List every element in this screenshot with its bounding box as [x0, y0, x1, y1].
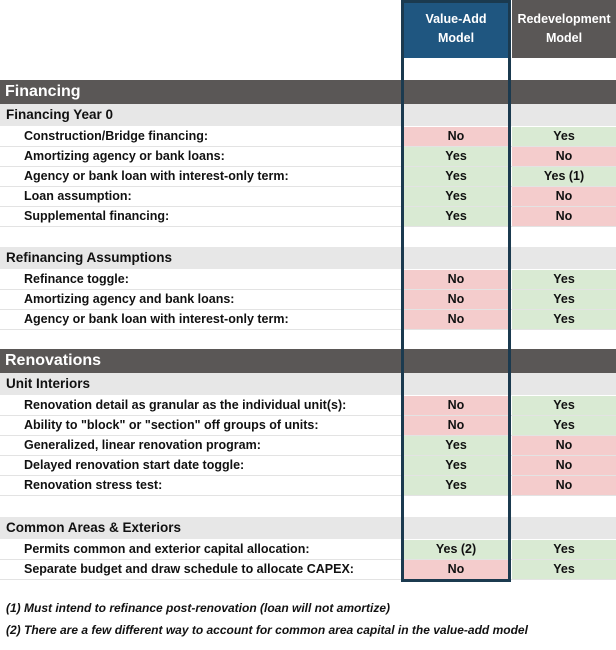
section-header-financing: Financing — [0, 80, 616, 104]
redevelopment-cell: Yes — [512, 560, 616, 579]
redevelopment-cell: No — [512, 456, 616, 475]
row-label: Permits common and exterior capital allocation: — [24, 542, 310, 556]
redevelopment-cell: Yes — [512, 127, 616, 146]
value-add-cell: Yes — [404, 456, 508, 475]
redevelopment-cell: Yes — [512, 396, 616, 415]
table-row — [0, 207, 616, 227]
value-add-cell: No — [404, 290, 508, 309]
table-row — [0, 127, 616, 147]
redevelopment-cell: No — [512, 147, 616, 166]
row-label: Supplemental financing: — [24, 209, 170, 223]
footnote-1: (1) Must intend to refinance post-renovation (loan will not amortize) — [6, 601, 391, 615]
value-add-cell: Yes — [404, 147, 508, 166]
value-add-cell: Yes — [404, 476, 508, 495]
row-label: Delayed renovation start date toggle: — [24, 458, 245, 472]
value-add-cell: Yes (2) — [404, 540, 508, 559]
table-row — [0, 456, 616, 476]
table-row — [0, 310, 616, 330]
row-label: Renovation stress test: — [24, 478, 163, 492]
group-header-refinancing-assumptions: Refinancing Assumptions — [0, 247, 616, 269]
row-label: Renovation detail as granular as the individual unit(s): — [24, 398, 347, 412]
value-add-cell: No — [404, 560, 508, 579]
redevelopment-cell: No — [512, 207, 616, 226]
row-label: Amortizing agency or bank loans: — [24, 149, 225, 163]
row-label: Generalized, linear renovation program: — [24, 438, 261, 452]
table-row — [0, 290, 616, 310]
table-row — [0, 167, 616, 187]
table-row — [0, 147, 616, 167]
row-label: Separate budget and draw schedule to allocate CAPEX: — [24, 562, 354, 576]
table-row — [0, 540, 616, 560]
group-header-financing-year-0: Financing Year 0 — [0, 104, 616, 126]
value-add-cell: No — [404, 416, 508, 435]
row-label: Agency or bank loan with interest-only term: — [24, 312, 289, 326]
redevelopment-cell: Yes — [512, 270, 616, 289]
column-header-line: Model — [437, 31, 475, 45]
value-add-cell: No — [404, 270, 508, 289]
redevelopment-cell: Yes (1) — [512, 167, 616, 186]
table-row — [0, 187, 616, 207]
redevelopment-cell: Yes — [512, 290, 616, 309]
group-header-common-areas-exteriors: Common Areas & Exteriors — [0, 517, 616, 539]
table-row — [0, 396, 616, 416]
row-label: Refinance toggle: — [24, 272, 129, 286]
row-label: Agency or bank loan with interest-only term: — [24, 169, 289, 183]
redevelopment-cell: No — [512, 476, 616, 495]
table-row — [0, 560, 616, 580]
value-add-cell: Yes — [404, 167, 508, 186]
row-label: Loan assumption: — [24, 189, 132, 203]
value-add-cell: No — [404, 396, 508, 415]
value-add-cell: Yes — [404, 436, 508, 455]
redevelopment-cell: No — [512, 187, 616, 206]
value-add-cell: Yes — [404, 187, 508, 206]
column-header-line: Model — [545, 31, 583, 45]
footnote-2: (2) There are a few different way to account for common area capital in the value-add model — [6, 623, 528, 637]
redevelopment-cell: No — [512, 436, 616, 455]
table-row — [0, 476, 616, 496]
table-row — [0, 436, 616, 456]
column-header-line: Value-Add — [425, 12, 487, 26]
column-header-redevelopment — [512, 0, 616, 58]
table-row — [0, 270, 616, 290]
column-header-line: Redevelopment — [517, 12, 611, 26]
redevelopment-cell: Yes — [512, 416, 616, 435]
value-add-cell: Yes — [404, 207, 508, 226]
row-label: Ability to "block" or "section" off groups of units: — [24, 418, 319, 432]
column-header-value-add — [402, 0, 510, 58]
table-row — [0, 416, 616, 436]
row-label: Amortizing agency and bank loans: — [24, 292, 235, 306]
value-add-cell: No — [404, 127, 508, 146]
redevelopment-cell: Yes — [512, 540, 616, 559]
redevelopment-cell: Yes — [512, 310, 616, 329]
row-label: Construction/Bridge financing: — [24, 129, 209, 143]
value-add-cell: No — [404, 310, 508, 329]
group-header-unit-interiors: Unit Interiors — [0, 373, 616, 395]
section-header-renovations: Renovations — [0, 349, 616, 373]
